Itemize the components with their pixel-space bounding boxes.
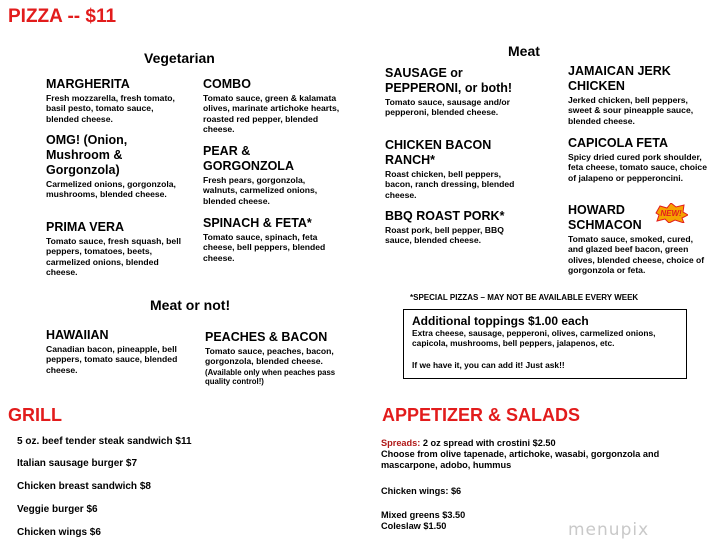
menu-item [46, 77, 186, 124]
spreads-label: Spreads: [381, 438, 421, 448]
item-name: HOWARD SCHMACON [568, 203, 642, 232]
menu-item [385, 66, 525, 118]
item-name: SPINACH & FETA* [203, 216, 312, 230]
item-name: COMBO [203, 77, 251, 91]
item-name: PEACHES & BACON [205, 330, 328, 344]
toppings-title: Additional toppings $1.00 each [412, 314, 589, 328]
spreads-text: 2 oz spread with crostini $2.50 [420, 438, 556, 448]
grill-item: 5 oz. beef tender steak sandwich $11 [17, 436, 192, 447]
meat-heading: Meat [508, 43, 540, 59]
menu-item [203, 144, 333, 206]
item-desc: Tomato sauce, peaches, bacon, gorgonzola, blended cheese. [205, 346, 334, 367]
grill-item: Chicken breast sandwich $8 [17, 481, 151, 492]
new-badge-icon [654, 203, 688, 223]
item-desc: Fresh mozzarella, fresh tomato, basil pesto, tomato sauce, blended cheese. [46, 93, 175, 124]
menu-item [568, 64, 703, 126]
item-desc: Spicy dried cured pork shoulder, feta cheese, tomato sauce, choice of jalapeno or pepperoncini. [568, 152, 707, 183]
item-name: SAUSAGE or PEPPERONI, or both! [385, 66, 513, 95]
menu-item [203, 77, 345, 135]
menu-item [385, 209, 520, 246]
item-desc: Tomato sauce, fresh squash, bell peppers, tomatoes, beets, carmelized onions, blended cheese. [46, 236, 181, 278]
spreads-desc: Choose from olive tapenade, artichoke, wasabi, gorgonzola and mascarpone, adobo, hummus [381, 449, 660, 471]
item-name: CAPICOLA FETA [568, 136, 668, 150]
item-name: PEAR & GORGONZOLA [203, 144, 294, 173]
meat-or-not-heading: Meat or not! [150, 297, 231, 313]
menu-item [385, 138, 520, 200]
special-note: *SPECIAL PIZZAS – MAY NOT BE AVAILABLE EVERY WEEK [410, 293, 639, 302]
grill-item: Chicken wings $6 [17, 527, 101, 538]
wings-line: Chicken wings: $6 [381, 486, 462, 496]
toppings-desc: Extra cheese, sausage, pepperoni, olives, carmelized onions, capicola, mushrooms, bell peppers, jalapenos, etc. [412, 328, 656, 349]
menu-item [46, 220, 186, 278]
grill-item: Veggie burger $6 [17, 504, 98, 515]
menu-item [203, 216, 343, 263]
item-desc: Tomato sauce, smoked, cured, and glazed beef bacon, green olives, blended cheese, choice of gorgonzola or feta. [568, 234, 705, 276]
item-name: PRIMA VERA [46, 220, 125, 234]
item-desc: Carmelized onions, gorgonzola, mushrooms, blended cheese. [46, 179, 176, 200]
greens-line: Mixed greens $3.50 [381, 510, 466, 520]
menu-item [46, 328, 186, 375]
item-name: CHICKEN BACON RANCH* [385, 138, 492, 167]
item-desc: Jerked chicken, bell peppers, sweet & sour pineapple sauce, blended cheese. [568, 95, 694, 126]
item-desc: Tomato sauce, sausage and/or pepperoni, blended cheese. [385, 97, 510, 118]
spreads-block [381, 438, 701, 472]
item-desc: Roast pork, bell pepper, BBQ sauce, blended cheese. [385, 225, 504, 246]
vegetarian-heading: Vegetarian [144, 50, 215, 66]
coleslaw-line: Coleslaw $1.50 [381, 521, 447, 531]
item-name: HAWAIIAN [46, 328, 109, 342]
watermark: menupix [568, 520, 650, 540]
toppings-footer: If we have it, you can add it! Just ask!! [412, 360, 565, 370]
item-name: OMG! (Onion, Mushroom & Gorgonzola) [46, 133, 128, 177]
item-name: BBQ ROAST PORK* [385, 209, 505, 223]
appetizers-heading: APPETIZER & SALADS [382, 405, 581, 425]
item-desc: Tomato sauce, green & kalamata olives, marinate artichoke hearts, roasted red pepper, blended cheese. [203, 93, 340, 135]
item-name: MARGHERITA [46, 77, 130, 91]
item-desc: Roast chicken, bell peppers, bacon, ranch dressing, blended cheese. [385, 169, 515, 200]
toppings-box [403, 309, 687, 379]
item-desc: Canadian bacon, pineapple, bell peppers, tomato sauce, blended cheese. [46, 344, 178, 375]
new-badge-text: NEW! [660, 209, 682, 218]
item-desc: Tomato sauce, spinach, feta cheese, bell peppers, blended cheese. [203, 232, 326, 263]
grill-heading: GRILL [8, 405, 62, 425]
menu-item [568, 136, 708, 183]
item-name: JAMAICAN JERK CHICKEN [568, 64, 671, 93]
item-desc: Fresh pears, gorgonzola, walnuts, carmelized onions, blended cheese. [203, 175, 318, 206]
grill-item: Italian sausage burger $7 [17, 458, 138, 469]
menu-item [46, 133, 176, 200]
menu-item [205, 330, 340, 387]
item-note: (Available only when peaches pass quality control!) [205, 367, 336, 387]
pizza-header: PIZZA -- $11 [8, 6, 117, 27]
